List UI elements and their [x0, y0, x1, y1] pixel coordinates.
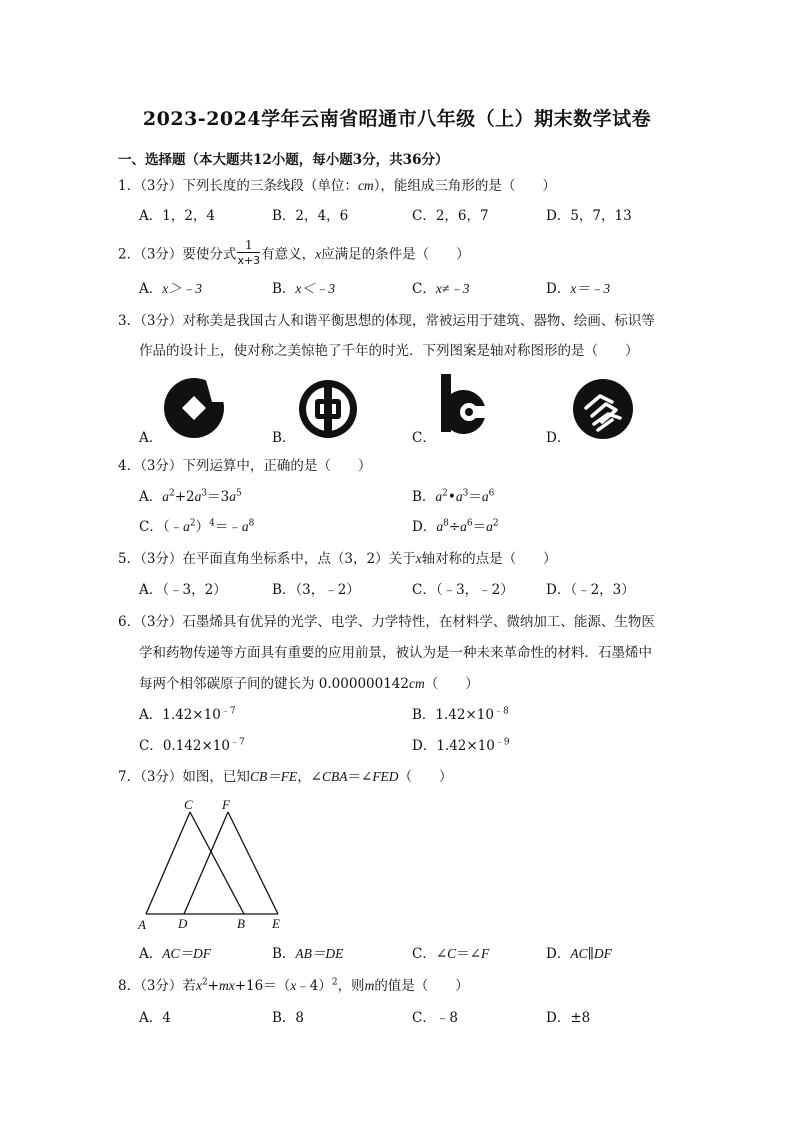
q5-option-a[interactable]: A．（﹣3，2）: [139, 582, 227, 598]
q8-option-d[interactable]: D．±8: [546, 1010, 591, 1026]
q1-option-b[interactable]: B．2，4，6: [272, 208, 349, 224]
q8-option-b[interactable]: B．8: [272, 1010, 305, 1026]
q7-option-d[interactable]: D．AC∥DF: [546, 946, 612, 962]
q1-option-d[interactable]: D．5，7，13: [546, 208, 632, 224]
q4-option-b[interactable]: B．$a^2•a^3=a^6$: [412, 488, 495, 505]
q6-option-a[interactable]: A．$1.42\times 10^{﹣7}$: [139, 706, 236, 723]
point-c-label: C: [184, 797, 193, 812]
q3-option-a[interactable]: A．: [139, 430, 163, 446]
q3-option-b[interactable]: B．: [272, 430, 296, 446]
triangle-figure: [132, 796, 292, 936]
q2-option-a[interactable]: A．x＞﹣3: [139, 281, 202, 297]
question-6-line-3: 每两个相邻碳原子间的键长为 0.000000142cm（ ）: [139, 676, 479, 692]
question-2-stem: 2．（3分）要使分式 $\frac{1}{x+3}$ 有意义，x应满足的条件是（ ）: [118, 238, 470, 267]
q3-option-c[interactable]: C．: [412, 430, 436, 446]
question-5-stem: 5．（3分）在平面直角坐标系中，点（3，2）关于x轴对称的点是（ ）: [118, 551, 557, 567]
point-e-label: E: [272, 916, 280, 931]
question-8-stem: 8．（3分）若$x^2+mx+16=(x﹣4)^2$，则m的值是（ ）: [118, 977, 469, 994]
q7-option-c[interactable]: C．∠C＝∠F: [412, 946, 490, 962]
segment-df: [184, 812, 228, 914]
question-4-stem: 4．（3分）下列运算中，正确的是（ ）: [118, 458, 372, 474]
point-b-label: B: [237, 916, 245, 931]
q2-option-c[interactable]: C．x≠﹣3: [412, 281, 470, 297]
q8-option-c[interactable]: C．﹣8: [412, 1010, 458, 1026]
bank-of-china-logo-icon: [297, 378, 359, 440]
question-6-line-1: 6．（3分）石墨烯具有优异的光学、电学、力学特性，在材料学、微纳加工、能源、生物医: [118, 614, 655, 630]
q4-option-c[interactable]: C．$(﹣a^2)^4=﹣a^8$: [139, 518, 255, 535]
bank-of-communications-logo-icon: [162, 376, 226, 440]
segment-ac: [146, 812, 190, 914]
question-1-stem: 1．（3分）下列长度的三条线段（单位：cm），能组成三角形的是（ ）: [118, 178, 556, 194]
q4-option-a[interactable]: A．$a^2+2a^3=3a^5$: [139, 488, 242, 505]
point-f-label: F: [222, 797, 230, 812]
q7-option-a[interactable]: A．AC＝DF: [139, 946, 211, 962]
q3-option-d[interactable]: D．: [546, 430, 571, 446]
q5-option-b[interactable]: B．（3，﹣2）: [272, 582, 360, 598]
question-6-line-2: 学和药物传递等方面具有重要的应用前景，被认为是一种未来革命性的材料．石墨烯中: [139, 645, 652, 661]
point-a-label: A: [138, 917, 146, 932]
q4-option-d[interactable]: D．$a^8\div a^6=a^2$: [412, 518, 499, 535]
q2-option-d[interactable]: D．x＝﹣3: [546, 281, 611, 297]
fraction: $\frac{1}{x+3}$: [237, 238, 261, 267]
question-3-line-1: 3．（3分）对称美是我国古人和谐平衡思想的体现，常被运用于建筑、器物、绘画、标识等: [118, 313, 655, 329]
question-7-stem: 7．（3分）如图，已知CB＝FE，∠CBA＝∠FED（ ）: [118, 769, 453, 785]
q6-option-b[interactable]: B．$1.42\times 10^{﹣8}$: [412, 706, 509, 723]
section-heading: 一、选择题（本大题共12小题，每小题3分，共36分）: [118, 152, 449, 168]
china-mobile-logo-icon: [572, 378, 634, 440]
q2-option-b[interactable]: B．x＜﹣3: [272, 281, 336, 297]
page-title: 2023-2024学年云南省昭通市八年级（上）期末数学试卷: [142, 108, 652, 130]
q1-option-a[interactable]: A．1，2，4: [139, 208, 216, 224]
q6-option-d[interactable]: D．$1.42\times 10^{﹣9}$: [412, 737, 510, 754]
q5-option-d[interactable]: D．（﹣2，3）: [546, 582, 635, 598]
letter-b-c-logo-icon: [437, 372, 497, 438]
q6-option-c[interactable]: C．$0.142\times 10^{﹣7}$: [139, 737, 245, 754]
point-d-label: D: [178, 916, 188, 931]
q7-option-b[interactable]: B．AB＝DE: [272, 946, 344, 962]
q8-option-a[interactable]: A．4: [139, 1010, 171, 1026]
q5-option-c[interactable]: C．（﹣3，﹣2）: [412, 582, 514, 598]
question-3-line-2: 作品的设计上，使对称之美惊艳了千年的时光．下列图案是轴对称图形的是（ ）: [139, 343, 639, 359]
q1-option-c[interactable]: C．2，6，7: [412, 208, 489, 224]
